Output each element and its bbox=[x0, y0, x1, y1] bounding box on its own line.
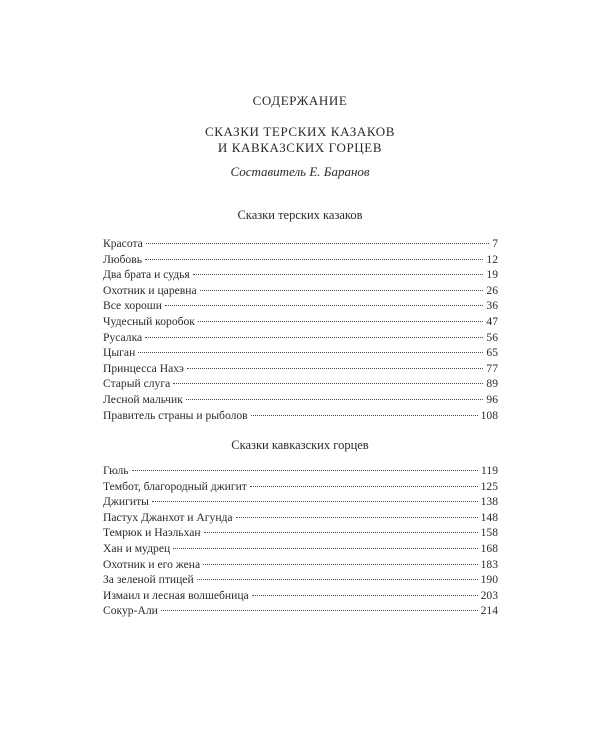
toc-entry bbox=[103, 603, 498, 619]
toc-entry-title: Чудесный коробок bbox=[103, 314, 195, 328]
toc-entry bbox=[103, 408, 498, 424]
toc-entry bbox=[103, 252, 498, 268]
dot-leader bbox=[198, 321, 483, 322]
toc-entry bbox=[103, 392, 498, 408]
toc-entry-title: Принцесса Нахэ bbox=[103, 361, 184, 375]
toc-entry-title: Охотник и его жена bbox=[103, 557, 201, 571]
toc-entry bbox=[103, 330, 498, 346]
dot-leader bbox=[187, 368, 484, 369]
dot-leader bbox=[200, 290, 484, 291]
toc-entry bbox=[103, 557, 498, 573]
toc-entry-title: Русалка bbox=[103, 330, 143, 344]
toc-entry-page-number: 168 bbox=[480, 541, 498, 555]
toc-entry-title: Хан и мудрец bbox=[103, 541, 171, 555]
toc-entry bbox=[103, 588, 498, 604]
dot-leader bbox=[193, 274, 484, 275]
compiler-credit: Составитель Е. Баранов bbox=[230, 164, 370, 179]
dot-leader bbox=[145, 259, 483, 260]
toc-entry bbox=[103, 361, 498, 377]
toc-entry-page-number: 19 bbox=[486, 268, 498, 282]
section-title-caucasian-highlanders: Сказки кавказских горцев bbox=[231, 438, 369, 452]
toc-entry bbox=[103, 494, 498, 510]
book-title-line-1: СКАЗКИ ТЕРСКИХ КАЗАКОВ bbox=[204, 124, 396, 139]
toc-entry-title: Правитель страны и рыболов bbox=[103, 408, 248, 422]
section-title-terek-cossacks: Сказки терских казаков bbox=[237, 208, 363, 222]
dot-leader bbox=[204, 532, 478, 533]
toc-entry bbox=[103, 298, 498, 314]
toc-entry bbox=[103, 510, 498, 526]
dot-leader bbox=[251, 415, 478, 416]
toc-entry-page-number: 108 bbox=[480, 408, 498, 422]
book-title-line-2: И КАВКАЗСКИХ ГОРЦЕВ bbox=[217, 140, 383, 155]
toc-entry-title: Темрюк и Наэльхан bbox=[103, 526, 201, 540]
toc-entry bbox=[103, 236, 498, 252]
toc-entry-title: Любовь bbox=[103, 252, 142, 266]
toc-entry-title: Сокур-Али bbox=[103, 604, 158, 618]
toc-entry-title: Джигиты bbox=[103, 495, 149, 509]
toc-entry-page-number: 148 bbox=[480, 510, 498, 524]
toc-entry bbox=[103, 525, 498, 541]
toc-entry-page-number: 214 bbox=[480, 604, 498, 618]
contents-heading: СОДЕРЖАНИЕ bbox=[252, 93, 348, 108]
toc-entry-page-number: 190 bbox=[480, 573, 498, 587]
toc-entry-page-number: 138 bbox=[480, 495, 498, 509]
toc-entry-page-number: 203 bbox=[480, 588, 498, 602]
dot-leader bbox=[138, 352, 483, 353]
toc-entry bbox=[103, 345, 498, 361]
dot-leader bbox=[197, 579, 478, 580]
toc-entry-page-number: 96 bbox=[486, 392, 498, 406]
toc-entry-title: Гюль bbox=[103, 464, 129, 477]
dot-leader bbox=[173, 548, 477, 549]
dot-leader bbox=[236, 517, 478, 518]
toc-list-terek-cossacks bbox=[103, 236, 498, 423]
dot-leader bbox=[173, 383, 483, 384]
dot-leader bbox=[161, 610, 478, 611]
toc-entry-page-number: 158 bbox=[480, 526, 498, 540]
dot-leader bbox=[152, 501, 478, 502]
dot-leader bbox=[146, 243, 489, 244]
toc-entry-title: Пастух Джанхот и Агунда bbox=[103, 510, 233, 524]
toc-entry bbox=[103, 314, 498, 330]
toc-entry bbox=[103, 283, 498, 299]
toc-entry-page-number: 26 bbox=[486, 283, 498, 297]
book-title bbox=[0, 124, 600, 156]
toc-entry-page-number: 125 bbox=[480, 479, 498, 493]
dot-leader bbox=[165, 305, 483, 306]
toc-entry bbox=[103, 267, 498, 283]
toc-entry-title: Охотник и царевна bbox=[103, 283, 197, 297]
toc-entry-page-number: 77 bbox=[486, 361, 498, 375]
toc-list-caucasian-highlanders bbox=[103, 463, 498, 619]
toc-entry-title: Цыган bbox=[103, 346, 136, 360]
toc-entry bbox=[103, 541, 498, 557]
toc-entry-title: Измаил и лесная волшебница bbox=[103, 588, 249, 602]
toc-entry-page-number: 89 bbox=[486, 377, 498, 391]
toc-entry-title: Тембот, благородный джигит bbox=[103, 479, 247, 493]
toc-entry-title: Лесной мальчик bbox=[103, 392, 183, 406]
toc-entry-title: Красота bbox=[103, 237, 143, 250]
dot-leader bbox=[203, 564, 477, 565]
toc-entry-page-number: 183 bbox=[480, 557, 498, 571]
toc-entry-page-number: 7 bbox=[492, 237, 498, 250]
toc-entry-page-number: 119 bbox=[481, 464, 498, 477]
toc-entry-title: Два брата и судья bbox=[103, 268, 190, 282]
toc-entry bbox=[103, 376, 498, 392]
dot-leader bbox=[186, 399, 484, 400]
toc-entry bbox=[103, 463, 498, 479]
dot-leader bbox=[145, 337, 483, 338]
toc-entry-page-number: 56 bbox=[486, 330, 498, 344]
toc-entry bbox=[103, 572, 498, 588]
dot-leader bbox=[250, 486, 478, 487]
toc-entry bbox=[103, 479, 498, 495]
toc-entry-title: За зеленой птицей bbox=[103, 573, 194, 587]
dot-leader bbox=[252, 595, 478, 596]
dot-leader bbox=[132, 470, 478, 471]
toc-entry-page-number: 12 bbox=[486, 252, 498, 266]
toc-entry-title: Старый слуга bbox=[103, 377, 171, 391]
toc-entry-page-number: 36 bbox=[486, 299, 498, 313]
toc-entry-page-number: 47 bbox=[486, 314, 498, 328]
toc-entry-page-number: 65 bbox=[486, 346, 498, 360]
toc-entry-title: Все хороши bbox=[103, 299, 162, 313]
